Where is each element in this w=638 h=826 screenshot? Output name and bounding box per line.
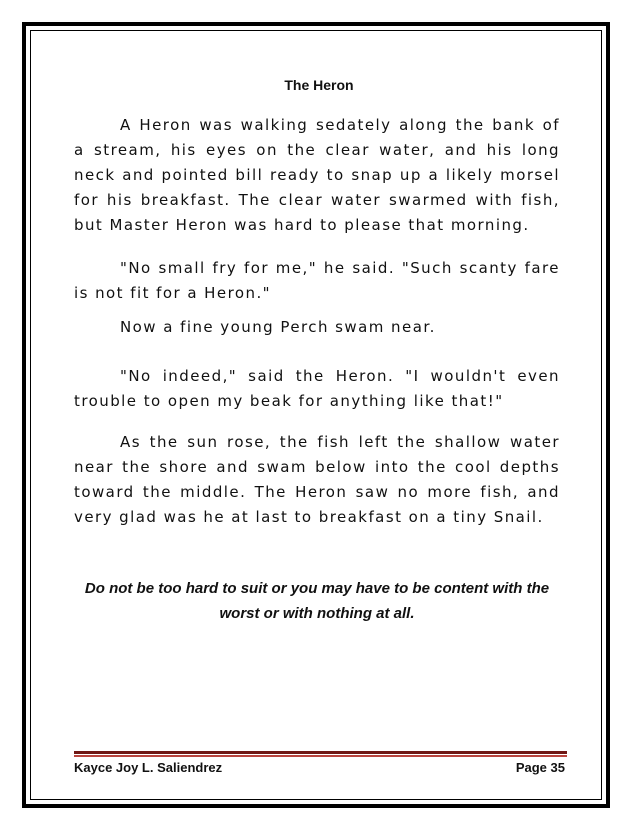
story-title: The Heron xyxy=(284,77,354,93)
footer-rule xyxy=(74,751,567,754)
footer-page-number: Page 35 xyxy=(515,760,565,775)
paragraph-2: "No small fry for me," he said. "Such scanty fare is not fit for a Heron." xyxy=(74,259,560,302)
paragraph-5: As the sun rose, the fish left the shallow water near the shore and swam below into the cool depths toward the middle. The Heron saw no more fish, and very glad was he at last to breakfast on a tiny Snail. xyxy=(74,433,560,526)
moral-text: Do not be too hard to suit or you may have to be content with the worst or with nothing at all. xyxy=(84,580,550,622)
paragraph-4: "No indeed," said the Heron. "I wouldn't even trouble to open my beak for anything like that!" xyxy=(74,367,560,410)
paragraph-3: Now a fine young Perch swam near. xyxy=(120,318,436,336)
footer-author: Kayce Joy L. Saliendrez xyxy=(74,760,223,775)
footer-rule-accent xyxy=(74,755,567,757)
paragraph-1: A Heron was walking sedately along the bank of a stream, his eyes on the clear water, and his long neck and pointed bill ready to snap up a likely morsel for his breakfast. The clear water swarmed with fish, but Master Heron was hard to please that morning. xyxy=(74,116,560,234)
